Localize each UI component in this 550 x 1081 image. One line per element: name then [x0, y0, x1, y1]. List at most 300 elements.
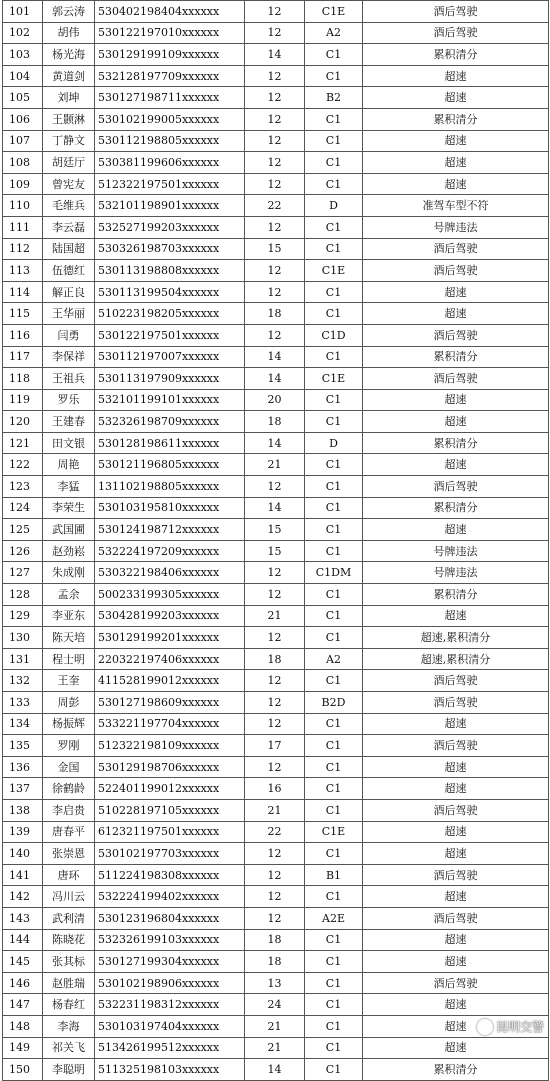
- table-row: [3, 1, 549, 23]
- violation-type-cell: 酒后驾驶: [363, 476, 549, 498]
- license-class-cell: D: [305, 432, 363, 454]
- driver-name-cell: 王华丽: [43, 303, 95, 325]
- license-class-cell: B2D: [305, 692, 363, 714]
- id-number-cell: 511325198103xxxxxx: [95, 1059, 245, 1081]
- id-number-cell: 530112197007xxxxxx: [95, 346, 245, 368]
- points-cell: 12: [245, 670, 305, 692]
- id-number-cell: 512322197501xxxxxx: [95, 173, 245, 195]
- license-class-cell: C1: [305, 886, 363, 908]
- driver-name-cell: 祁关飞: [43, 1037, 95, 1059]
- row-number-cell: 133: [3, 692, 43, 714]
- id-number-cell: 530113199504xxxxxx: [95, 281, 245, 303]
- points-cell: 12: [245, 281, 305, 303]
- violation-type-cell: 超速: [363, 821, 549, 843]
- license-class-cell: C1: [305, 281, 363, 303]
- id-number-cell: 530113198808xxxxxx: [95, 260, 245, 282]
- violation-type-cell: 超速: [363, 152, 549, 174]
- driver-name-cell: 杨春红: [43, 994, 95, 1016]
- driver-name-cell: 赵胜瑞: [43, 972, 95, 994]
- table-row: [3, 44, 549, 66]
- license-class-cell: C1: [305, 497, 363, 519]
- row-number-cell: 117: [3, 346, 43, 368]
- violation-type-cell: 酒后驾驶: [363, 735, 549, 757]
- license-class-cell: C1: [305, 778, 363, 800]
- license-class-cell: C1: [305, 389, 363, 411]
- table-row: [3, 843, 549, 865]
- driver-name-cell: 张其标: [43, 951, 95, 973]
- driver-name-cell: 赵劲崧: [43, 540, 95, 562]
- id-number-cell: 530123196804xxxxxx: [95, 907, 245, 929]
- driver-name-cell: 胡伟: [43, 22, 95, 44]
- id-number-cell: 530103195810xxxxxx: [95, 497, 245, 519]
- table-row: [3, 994, 549, 1016]
- points-cell: 12: [245, 864, 305, 886]
- id-number-cell: 513426199512xxxxxx: [95, 1037, 245, 1059]
- driver-name-cell: 郭云涛: [43, 1, 95, 23]
- points-cell: 15: [245, 519, 305, 541]
- driver-name-cell: 刘坤: [43, 87, 95, 109]
- violation-type-cell: 超速: [363, 65, 549, 87]
- table-row: [3, 756, 549, 778]
- row-number-cell: 108: [3, 152, 43, 174]
- violation-type-cell: 超速: [363, 886, 549, 908]
- table-row: [3, 22, 549, 44]
- driver-name-cell: 唐环: [43, 864, 95, 886]
- table-row: [3, 799, 549, 821]
- license-class-cell: C1: [305, 713, 363, 735]
- id-number-cell: 411528199012xxxxxx: [95, 670, 245, 692]
- violation-type-cell: 超速: [363, 411, 549, 433]
- table-row: [3, 411, 549, 433]
- id-number-cell: 530402198404xxxxxx: [95, 1, 245, 23]
- table-row: [3, 152, 549, 174]
- points-cell: 12: [245, 627, 305, 649]
- id-number-cell: 530127198609xxxxxx: [95, 692, 245, 714]
- license-class-cell: C1: [305, 540, 363, 562]
- driver-name-cell: 李亚东: [43, 605, 95, 627]
- violation-type-cell: 超速: [363, 756, 549, 778]
- driver-name-cell: 李海: [43, 1015, 95, 1037]
- license-class-cell: C1: [305, 735, 363, 757]
- row-number-cell: 107: [3, 130, 43, 152]
- license-class-cell: C1: [305, 454, 363, 476]
- points-cell: 12: [245, 907, 305, 929]
- row-number-cell: 129: [3, 605, 43, 627]
- violation-type-cell: 超速,累积清分: [363, 627, 549, 649]
- points-cell: 12: [245, 260, 305, 282]
- row-number-cell: 142: [3, 886, 43, 908]
- row-number-cell: 122: [3, 454, 43, 476]
- table-row: [3, 389, 549, 411]
- license-class-cell: C1: [305, 152, 363, 174]
- driver-name-cell: 李云磊: [43, 216, 95, 238]
- table-row: [3, 454, 549, 476]
- table-row: [3, 281, 549, 303]
- license-class-cell: C1: [305, 65, 363, 87]
- row-number-cell: 116: [3, 324, 43, 346]
- table-row: [3, 519, 549, 541]
- license-class-cell: C1: [305, 411, 363, 433]
- license-class-cell: C1: [305, 1015, 363, 1037]
- points-cell: 14: [245, 497, 305, 519]
- table-row: [3, 432, 549, 454]
- table-row: [3, 1037, 549, 1059]
- row-number-cell: 105: [3, 87, 43, 109]
- driver-name-cell: 王颢淋: [43, 108, 95, 130]
- license-class-cell: B2: [305, 87, 363, 109]
- id-number-cell: 530381199606xxxxxx: [95, 152, 245, 174]
- id-number-cell: 532128197709xxxxxx: [95, 65, 245, 87]
- license-class-cell: A2E: [305, 907, 363, 929]
- violation-type-cell: 超速: [363, 87, 549, 109]
- row-number-cell: 127: [3, 562, 43, 584]
- table-row: [3, 260, 549, 282]
- driver-name-cell: 武利清: [43, 907, 95, 929]
- points-cell: 17: [245, 735, 305, 757]
- license-class-cell: D: [305, 195, 363, 217]
- driver-name-cell: 闫勇: [43, 324, 95, 346]
- table-row: [3, 303, 549, 325]
- row-number-cell: 121: [3, 432, 43, 454]
- license-class-cell: A2: [305, 22, 363, 44]
- table-row: [3, 173, 549, 195]
- table-body: [3, 1, 549, 1081]
- table-row: [3, 670, 549, 692]
- violation-type-cell: 超速: [363, 929, 549, 951]
- driver-name-cell: 解正良: [43, 281, 95, 303]
- driver-name-cell: 王建春: [43, 411, 95, 433]
- table-row: [3, 1059, 549, 1081]
- table-row: [3, 778, 549, 800]
- points-cell: 21: [245, 605, 305, 627]
- row-number-cell: 143: [3, 907, 43, 929]
- violation-type-cell: 号牌违法: [363, 540, 549, 562]
- license-class-cell: C1: [305, 799, 363, 821]
- driver-name-cell: 陈晓花: [43, 929, 95, 951]
- points-cell: 12: [245, 1, 305, 23]
- license-class-cell: C1: [305, 843, 363, 865]
- license-class-cell: C1: [305, 44, 363, 66]
- points-cell: 12: [245, 152, 305, 174]
- table-row: [3, 929, 549, 951]
- table-row: [3, 476, 549, 498]
- violation-type-cell: 酒后驾驶: [363, 972, 549, 994]
- violation-type-cell: 超速: [363, 303, 549, 325]
- points-cell: 16: [245, 778, 305, 800]
- table-row: [3, 87, 549, 109]
- violation-type-cell: 酒后驾驶: [363, 799, 549, 821]
- violation-type-cell: 酒后驾驶: [363, 260, 549, 282]
- id-number-cell: 530102199005xxxxxx: [95, 108, 245, 130]
- points-cell: 14: [245, 346, 305, 368]
- points-cell: 22: [245, 195, 305, 217]
- points-cell: 14: [245, 1059, 305, 1081]
- driver-name-cell: 毛维兵: [43, 195, 95, 217]
- license-class-cell: C1: [305, 972, 363, 994]
- driver-name-cell: 周彭: [43, 692, 95, 714]
- table-row: [3, 216, 549, 238]
- table-row: [3, 497, 549, 519]
- row-number-cell: 123: [3, 476, 43, 498]
- points-cell: 20: [245, 389, 305, 411]
- table-row: [3, 821, 549, 843]
- violation-type-cell: 超速: [363, 389, 549, 411]
- id-number-cell: 510228197105xxxxxx: [95, 799, 245, 821]
- row-number-cell: 135: [3, 735, 43, 757]
- driver-name-cell: 李荣生: [43, 497, 95, 519]
- violation-type-cell: 超速: [363, 281, 549, 303]
- table-row: [3, 195, 549, 217]
- id-number-cell: 530124198712xxxxxx: [95, 519, 245, 541]
- row-number-cell: 146: [3, 972, 43, 994]
- id-number-cell: 530122197010xxxxxx: [95, 22, 245, 44]
- points-cell: 12: [245, 87, 305, 109]
- table-row: [3, 627, 549, 649]
- license-class-cell: C1: [305, 670, 363, 692]
- points-cell: 18: [245, 411, 305, 433]
- table-row: [3, 346, 549, 368]
- row-number-cell: 147: [3, 994, 43, 1016]
- points-cell: 21: [245, 1015, 305, 1037]
- points-cell: 21: [245, 1037, 305, 1059]
- row-number-cell: 104: [3, 65, 43, 87]
- violation-type-cell: 酒后驾驶: [363, 22, 549, 44]
- id-number-cell: 530128198611xxxxxx: [95, 432, 245, 454]
- driver-name-cell: 李猛: [43, 476, 95, 498]
- violation-type-cell: 超速: [363, 1015, 549, 1037]
- violation-type-cell: 累积清分: [363, 346, 549, 368]
- table-row: [3, 324, 549, 346]
- driver-name-cell: 周艳: [43, 454, 95, 476]
- row-number-cell: 103: [3, 44, 43, 66]
- id-number-cell: 532326199103xxxxxx: [95, 929, 245, 951]
- driver-name-cell: 曾宪友: [43, 173, 95, 195]
- id-number-cell: 510223198205xxxxxx: [95, 303, 245, 325]
- table-row: [3, 713, 549, 735]
- points-cell: 12: [245, 584, 305, 606]
- driver-name-cell: 黄道剑: [43, 65, 95, 87]
- row-number-cell: 140: [3, 843, 43, 865]
- license-class-cell: C1: [305, 605, 363, 627]
- license-class-cell: C1: [305, 173, 363, 195]
- row-number-cell: 136: [3, 756, 43, 778]
- violation-type-cell: 酒后驾驶: [363, 238, 549, 260]
- driver-name-cell: 孟余: [43, 584, 95, 606]
- row-number-cell: 109: [3, 173, 43, 195]
- violation-type-cell: 累积清分: [363, 108, 549, 130]
- table-row: [3, 886, 549, 908]
- violation-type-cell: 号牌违法: [363, 216, 549, 238]
- table-row: [3, 238, 549, 260]
- id-number-cell: 530113197909xxxxxx: [95, 368, 245, 390]
- points-cell: 14: [245, 432, 305, 454]
- license-class-cell: C1E: [305, 368, 363, 390]
- points-cell: 18: [245, 648, 305, 670]
- license-class-cell: C1: [305, 929, 363, 951]
- id-number-cell: 530129199201xxxxxx: [95, 627, 245, 649]
- driver-name-cell: 王祖兵: [43, 368, 95, 390]
- id-number-cell: 532326198709xxxxxx: [95, 411, 245, 433]
- points-cell: 18: [245, 303, 305, 325]
- row-number-cell: 106: [3, 108, 43, 130]
- violation-type-cell: 酒后驾驶: [363, 692, 549, 714]
- id-number-cell: 530127198711xxxxxx: [95, 87, 245, 109]
- points-cell: 14: [245, 44, 305, 66]
- driver-name-cell: 李聪明: [43, 1059, 95, 1081]
- points-cell: 12: [245, 22, 305, 44]
- points-cell: 13: [245, 972, 305, 994]
- violation-type-cell: 超速: [363, 605, 549, 627]
- license-class-cell: C1: [305, 476, 363, 498]
- id-number-cell: 511224198308xxxxxx: [95, 864, 245, 886]
- violation-type-cell: 酒后驾驶: [363, 864, 549, 886]
- table-row: [3, 584, 549, 606]
- points-cell: 12: [245, 886, 305, 908]
- id-number-cell: 530122197501xxxxxx: [95, 324, 245, 346]
- driver-name-cell: 陆国超: [43, 238, 95, 260]
- license-class-cell: C1E: [305, 821, 363, 843]
- table-row: [3, 735, 549, 757]
- points-cell: 12: [245, 713, 305, 735]
- points-cell: 14: [245, 368, 305, 390]
- id-number-cell: 533221197704xxxxxx: [95, 713, 245, 735]
- driver-name-cell: 李启贵: [43, 799, 95, 821]
- table-row: [3, 692, 549, 714]
- points-cell: 15: [245, 238, 305, 260]
- points-cell: 12: [245, 216, 305, 238]
- driver-name-cell: 田文银: [43, 432, 95, 454]
- id-number-cell: 530121196805xxxxxx: [95, 454, 245, 476]
- table-row: [3, 864, 549, 886]
- row-number-cell: 141: [3, 864, 43, 886]
- driver-name-cell: 胡廷厅: [43, 152, 95, 174]
- license-class-cell: C1DM: [305, 562, 363, 584]
- id-number-cell: 512322198109xxxxxx: [95, 735, 245, 757]
- driver-name-cell: 武国圃: [43, 519, 95, 541]
- violation-type-cell: 超速: [363, 951, 549, 973]
- row-number-cell: 120: [3, 411, 43, 433]
- id-number-cell: 530129199109xxxxxx: [95, 44, 245, 66]
- id-number-cell: 532224197209xxxxxx: [95, 540, 245, 562]
- violation-type-cell: 超速: [363, 173, 549, 195]
- id-number-cell: 532231198312xxxxxx: [95, 994, 245, 1016]
- row-number-cell: 111: [3, 216, 43, 238]
- violation-type-cell: 超速: [363, 713, 549, 735]
- row-number-cell: 150: [3, 1059, 43, 1081]
- violation-type-cell: 酒后驾驶: [363, 368, 549, 390]
- driver-name-cell: 丁静文: [43, 130, 95, 152]
- driver-name-cell: 张崇恩: [43, 843, 95, 865]
- driver-name-cell: 伍德红: [43, 260, 95, 282]
- violation-type-cell: 酒后驾驶: [363, 1, 549, 23]
- table-row: [3, 108, 549, 130]
- id-number-cell: 530322198406xxxxxx: [95, 562, 245, 584]
- points-cell: 12: [245, 65, 305, 87]
- table-row: [3, 972, 549, 994]
- license-class-cell: C1: [305, 303, 363, 325]
- points-cell: 12: [245, 692, 305, 714]
- driver-name-cell: 金国: [43, 756, 95, 778]
- points-cell: 21: [245, 454, 305, 476]
- table-row: [3, 130, 549, 152]
- driver-name-cell: 杨光海: [43, 44, 95, 66]
- license-class-cell: C1: [305, 108, 363, 130]
- row-number-cell: 112: [3, 238, 43, 260]
- row-number-cell: 125: [3, 519, 43, 541]
- license-class-cell: C1: [305, 1059, 363, 1081]
- license-class-cell: C1: [305, 519, 363, 541]
- id-number-cell: 532101198901xxxxxx: [95, 195, 245, 217]
- driver-name-cell: 李保祥: [43, 346, 95, 368]
- points-cell: 18: [245, 929, 305, 951]
- driver-name-cell: 罗乐: [43, 389, 95, 411]
- id-number-cell: 131102198805xxxxxx: [95, 476, 245, 498]
- driver-name-cell: 程士明: [43, 648, 95, 670]
- points-cell: 12: [245, 130, 305, 152]
- violation-type-cell: 累积清分: [363, 44, 549, 66]
- id-number-cell: 612321197501xxxxxx: [95, 821, 245, 843]
- points-cell: 21: [245, 799, 305, 821]
- driver-name-cell: 杨振辉: [43, 713, 95, 735]
- violation-type-cell: 号牌违法: [363, 562, 549, 584]
- row-number-cell: 113: [3, 260, 43, 282]
- license-class-cell: C1: [305, 627, 363, 649]
- id-number-cell: 530129198706xxxxxx: [95, 756, 245, 778]
- points-cell: 24: [245, 994, 305, 1016]
- violation-type-cell: 酒后驾驶: [363, 324, 549, 346]
- points-cell: 12: [245, 173, 305, 195]
- row-number-cell: 101: [3, 1, 43, 23]
- table-row: [3, 65, 549, 87]
- id-number-cell: 532101199101xxxxxx: [95, 389, 245, 411]
- row-number-cell: 115: [3, 303, 43, 325]
- license-class-cell: C1: [305, 584, 363, 606]
- id-number-cell: 530428199203xxxxxx: [95, 605, 245, 627]
- id-number-cell: 532527199203xxxxxx: [95, 216, 245, 238]
- table-row: [3, 540, 549, 562]
- watermark-text: 昆明交警: [495, 1020, 544, 1034]
- violation-type-cell: 累积清分: [363, 584, 549, 606]
- id-number-cell: 530326198703xxxxxx: [95, 238, 245, 260]
- table-row: [3, 907, 549, 929]
- license-class-cell: C1: [305, 238, 363, 260]
- violation-type-cell: 超速: [363, 519, 549, 541]
- penalty-table: [2, 0, 549, 1081]
- row-number-cell: 145: [3, 951, 43, 973]
- violation-type-cell: 超速: [363, 994, 549, 1016]
- id-number-cell: 530102198906xxxxxx: [95, 972, 245, 994]
- violation-type-cell: 累积清分: [363, 497, 549, 519]
- row-number-cell: 118: [3, 368, 43, 390]
- id-number-cell: 530127199304xxxxxx: [95, 951, 245, 973]
- violation-type-cell: 超速: [363, 130, 549, 152]
- row-number-cell: 119: [3, 389, 43, 411]
- license-class-cell: C1: [305, 1037, 363, 1059]
- driver-name-cell: 冯川云: [43, 886, 95, 908]
- violation-type-cell: 累积清分: [363, 432, 549, 454]
- points-cell: 12: [245, 756, 305, 778]
- table-row: [3, 368, 549, 390]
- violation-type-cell: 酒后驾驶: [363, 670, 549, 692]
- violation-type-cell: 超速: [363, 843, 549, 865]
- table-row: [3, 562, 549, 584]
- id-number-cell: 530102197703xxxxxx: [95, 843, 245, 865]
- id-number-cell: 220322197406xxxxxx: [95, 648, 245, 670]
- row-number-cell: 134: [3, 713, 43, 735]
- license-class-cell: C1: [305, 216, 363, 238]
- driver-name-cell: 罗刚: [43, 735, 95, 757]
- id-number-cell: 530103197404xxxxxx: [95, 1015, 245, 1037]
